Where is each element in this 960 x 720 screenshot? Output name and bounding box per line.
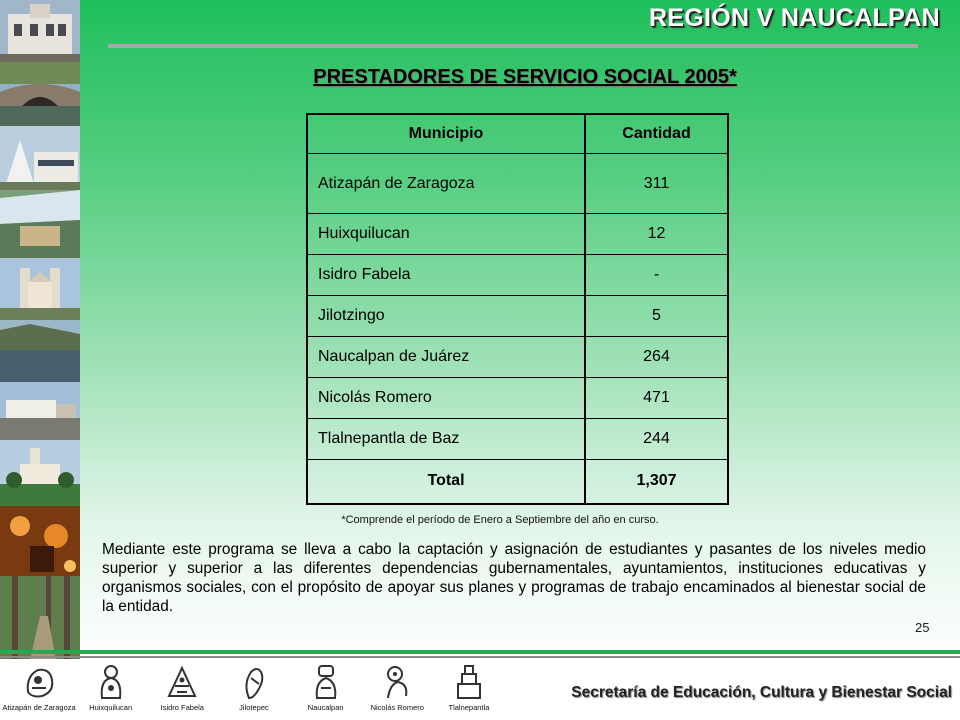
table-row (307, 337, 728, 378)
table-row (307, 296, 728, 337)
table-total-row (307, 460, 728, 504)
municipality-logo-tlalnepantla (434, 662, 504, 718)
photo-forest-path (0, 576, 80, 661)
municipality-logo-nicolas-romero (362, 662, 432, 718)
cantidad-cell: 5 (585, 296, 728, 337)
cantidad-cell: 12 (585, 214, 728, 255)
municipio-cell: Atizapán de Zaragoza (307, 154, 585, 214)
table-row (307, 378, 728, 419)
jilotepec-glyph-icon (237, 662, 271, 702)
municipality-label: Atizapán de Zaragoza (2, 703, 76, 712)
page-number: 25 (915, 620, 930, 635)
municipality-logo-naucalpan (291, 662, 361, 718)
municipality-label: Naucalpan (307, 703, 344, 712)
municipio-cell: Naucalpan de Juárez (307, 337, 585, 378)
municipality-label: Huixquilucan (89, 703, 133, 712)
table-header-row (307, 114, 728, 154)
isidro-fabela-glyph-icon (165, 662, 199, 702)
huixquilucan-glyph-icon (94, 662, 128, 702)
program-description: Mediante este programa se lleva a cabo la captación y asignación de estudiantes y pasantes de los niveles medio superior y superior a las diferentes dependencias gubernamentales, ayuntamientos, instituciones educativas y organismos sociales, con el propósito de apoyar sus planes y programas de trabajo encaminados al bienestar social de la entidad. (102, 541, 926, 615)
cantidad-cell: - (585, 255, 728, 296)
total-label: Total (307, 460, 585, 504)
cantidad-cell: 264 (585, 337, 728, 378)
municipality-label: Isidro Fabela (160, 703, 204, 712)
municipio-cell: Jilotzingo (307, 296, 585, 337)
municipality-logo-isidro-fabela (147, 662, 217, 718)
municipio-cell: Isidro Fabela (307, 255, 585, 296)
municipality-logo-atizapan (4, 662, 74, 718)
column-header-cantidad: Cantidad (585, 114, 728, 154)
municipality-label: Nicolás Romero (370, 703, 424, 712)
photo-church (0, 258, 80, 321)
municipio-cell: Huixquilucan (307, 214, 585, 255)
footer-divider-green (0, 650, 960, 654)
photo-road-building (0, 382, 80, 441)
photo-government-building (0, 0, 80, 63)
tlalnepantla-glyph-icon (452, 662, 486, 702)
photo-modern-building (0, 126, 80, 191)
photo-chapel-garden (0, 440, 80, 507)
footnote: *Comprende el período de Enero a Septiembre del año en curso. (341, 514, 659, 526)
organization-name: Secretaría de Educación, Cultura y Bienestar Social (571, 684, 952, 701)
table-row (307, 214, 728, 255)
municipality-label: Jilotepec (239, 703, 269, 712)
page-heading: PRESTADORES DE SERVICIO SOCIAL 2005* (313, 66, 737, 88)
naucalpan-glyph-icon (309, 662, 343, 702)
municipio-cell: Nicolás Romero (307, 378, 585, 419)
municipality-logo-huixquilucan (76, 662, 146, 718)
nicolas-romero-glyph-icon (380, 662, 414, 702)
footer-divider-gray (0, 656, 960, 658)
total-value: 1,307 (585, 460, 728, 504)
cantidad-cell: 244 (585, 419, 728, 460)
municipality-logo-jilotepec (219, 662, 289, 718)
region-title: REGIÓN V NAUCALPAN (648, 4, 940, 32)
municipality-logos (4, 662, 504, 718)
social-service-table (306, 113, 729, 505)
photo-glass-atrium (0, 190, 80, 259)
atizapan-glyph-icon (22, 662, 56, 702)
photo-strip (0, 0, 80, 660)
column-header-municipio: Municipio (307, 114, 585, 154)
cantidad-cell: 311 (585, 154, 728, 214)
photo-lake (0, 320, 80, 383)
table-row (307, 255, 728, 296)
cantidad-cell: 471 (585, 378, 728, 419)
table-row (307, 154, 728, 214)
municipality-label: Tlalnepantla (448, 703, 490, 712)
municipio-cell: Tlalnepantla de Baz (307, 419, 585, 460)
table-row (307, 419, 728, 460)
title-divider (108, 44, 918, 48)
